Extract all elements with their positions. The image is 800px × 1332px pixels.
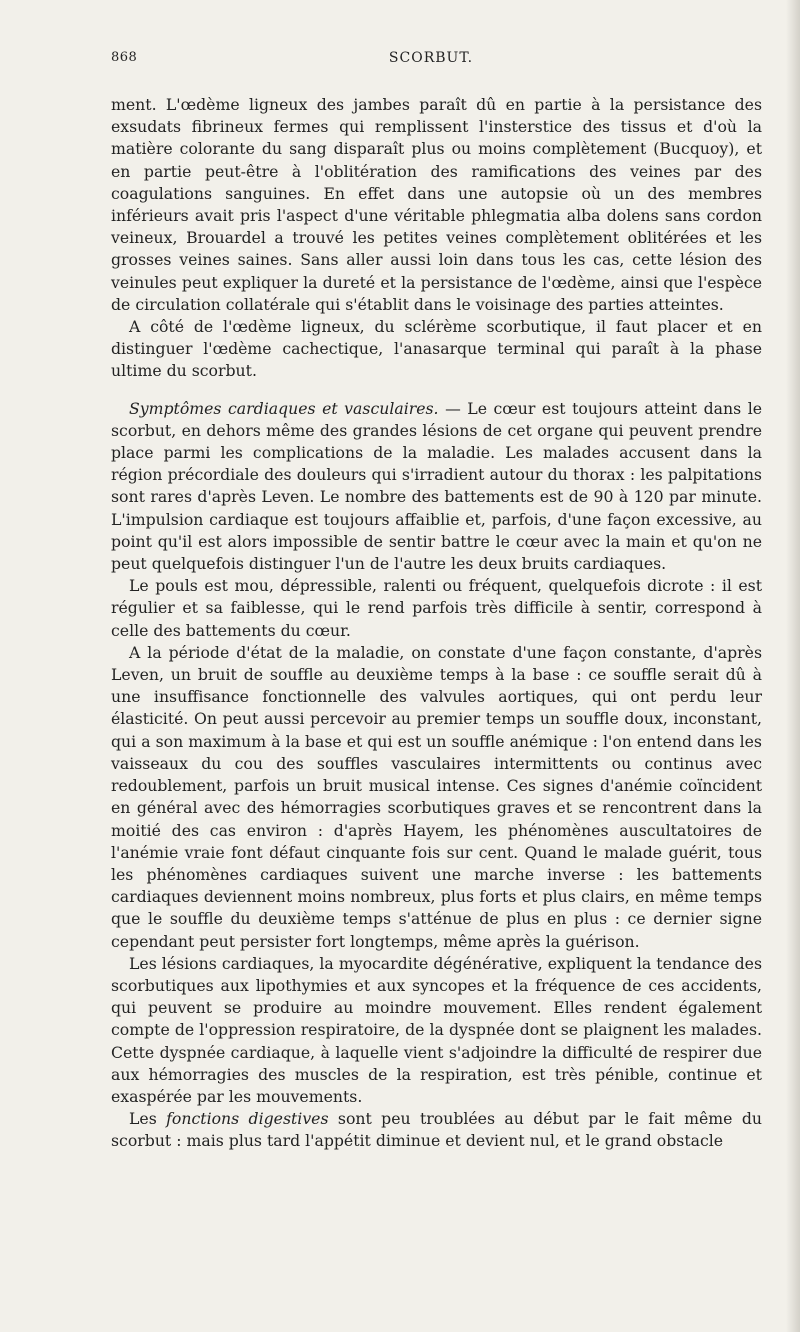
- paragraph: [111, 642, 762, 953]
- paragraph-section-cardiac: [111, 398, 762, 576]
- page-edge-shadow: [786, 0, 800, 1332]
- paragraph-text: A la période d'état de la maladie, on constate d'une façon constante, d'après Leven, un bruit de souffle au deuxième temps à la base : ce souffle serait dû à une insuffisance fonctionnelle des valvules aortiques, qui ont perdu leur élasticité. On peut aussi percevoir au premier temps un souffle doux, inconstant, qui a son maximum à la base et qui est un souffle anémique : l'on entend dans les vaisseaux du cou des souffles vasculaires intermittents ou continus avec redoublement, parfois un bruit musical intense. Ces signes d'anémie coïncident en général avec des hémorragies scorbutiques graves et se rencontrent dans la moitié des cas environ : d'après Hayem, les phénomènes auscultatoires de l'anémie vraie font défaut cinquante fois sur cent. Quand le malade guérit, tous les phénomènes cardiaques suivent une marche inverse : les battements cardiaques deviennent moins nombreux, plus forts et plus clairs, en même temps que le souffle du deuxième temps s'atténue de plus en plus : ce dernier signe cependant peut persister fort longtemps, même après la guérison.: [111, 642, 762, 951]
- paragraph-text: Les lésions cardiaques, la myocardite dégénérative, expliquent la tendance des scorbutiques aux lipothymies et aux syncopes et la fréquence de ces accidents, qui peuvent se produire au moindre mouvement. Elles rendent également compte de l'oppression respiratoire, de la dyspnée dont se plaignent les malades. Cette dyspnée cardiaque, à laquelle vient s'adjoindre la difficulté de respirer due aux hémorragies des muscles de la respiration, est très pénible, continue et exaspérée par les mouvements.: [111, 953, 762, 1106]
- running-head: [111, 50, 751, 72]
- paragraph-text: — Le cœur est toujours atteint dans le scorbut, en dehors même des grandes lésions de cet organe qui peuvent prendre place parmi les complications de la maladie. Les malades accusent dans la région précordiale des douleurs qui s'irradient autour du thorax : les palpitations sont rares d'après Leven. Le nombre des battements est de 90 à 120 par minute. L'impulsion cardiaque est toujours affaiblie et, parfois, d'une façon excessive, au point qu'il est alors impossible de sentir battre le cœur avec la main et qu'on ne peut quelquefois distinguer l'un de l'autre les deux bruits cardiaques.: [111, 398, 762, 574]
- section-heading-cardiac: Symptômes cardiaques et vasculaires.: [129, 398, 439, 418]
- paragraph-digestive: [111, 1108, 762, 1152]
- body-text: [111, 94, 762, 1153]
- paragraph: [111, 575, 762, 642]
- paragraph: [111, 94, 762, 316]
- paragraph-text: A côté de l'œdème ligneux, du sclérème scorbutique, il faut placer et en distinguer l'œdème cachectique, l'anasarque terminal qui paraît à la phase ultime du scorbut.: [111, 317, 762, 381]
- paragraph-text: ment. L'œdème ligneux des jambes paraît dû en partie à la persistance des exsudats fibrineux fermes qui remplissent l'insterstice des tissus et d'où la matière colorante du sang disparaît plus ou moins complètement (Bucquoy), et en partie peut-être à l'oblitération des ramifications des veines par des coagulations sanguines. En effet dans une autopsie où un des membres inférieurs avait pris l'aspect d'une véritable phlegmatia alba dolens sans cordon veineux, Brouardel a trouvé les petites veines complètement oblitérées et les grosses veines saines. Sans aller aussi loin dans tous les cas, cette lésion des veinules peut expliquer la dureté et la persistance de l'œdème, ainsi que l'espèce de circulation collatérale qui s'établit dans le voisinage des parties atteintes.: [111, 95, 762, 314]
- paragraph-text: sont peu troublées au début par le fait même du scorbut : mais plus tard l'appétit diminue et devient nul, et le grand obstacle: [111, 1109, 762, 1151]
- paragraph-prefix: Les: [129, 1109, 167, 1129]
- page-number: 868: [111, 50, 138, 65]
- paragraph: [111, 316, 762, 383]
- paragraph: [111, 953, 762, 1108]
- paragraph-text: Le pouls est mou, dépressible, ralenti ou fréquent, quelquefois dicrote : il est régulier et sa faiblesse, qui le rend parfois très difficile à sentir, correspond à celle des battements du cœur.: [111, 576, 762, 640]
- inline-heading-digestive: fonctions digestives: [166, 1109, 329, 1129]
- running-title: SCORBUT.: [388, 50, 474, 66]
